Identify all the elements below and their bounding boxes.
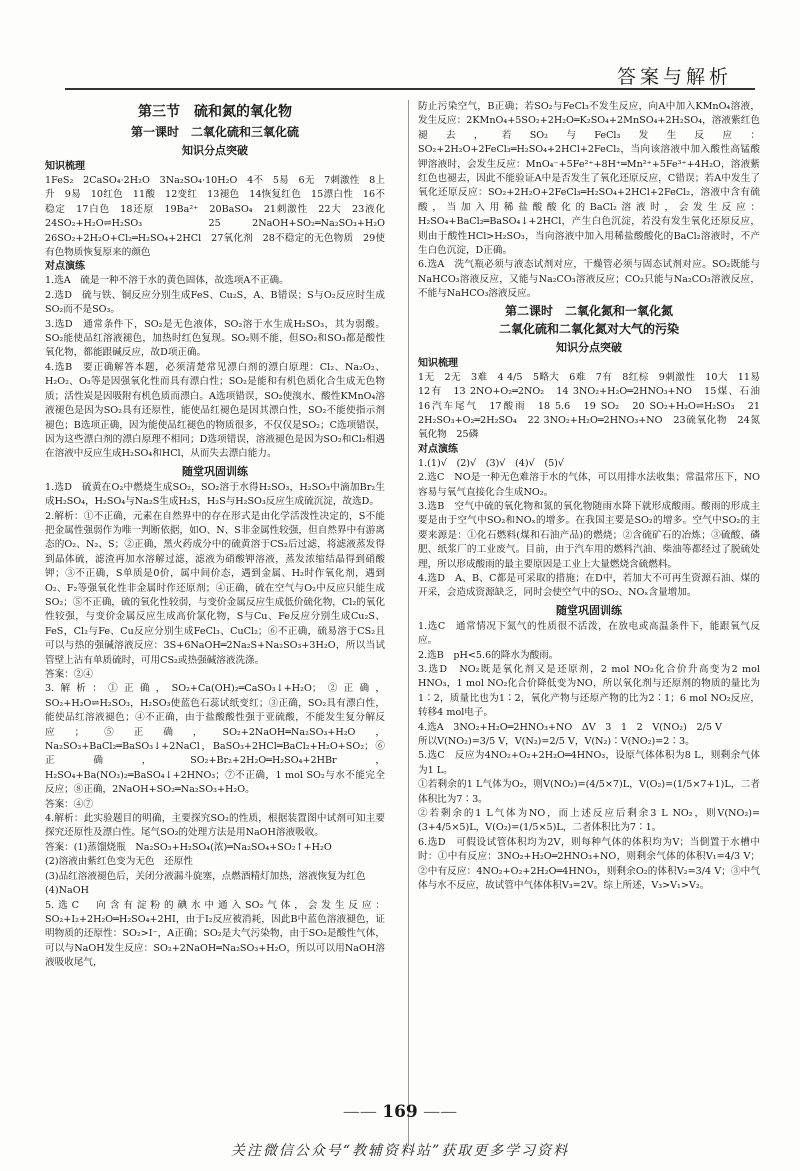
section-title: 第三节 硫和氮的氧化物 <box>138 104 292 120</box>
answer-paragraph: 4.选A 3NO₂+H₂O═2HNO₃+NO ΔV 3 1 2 V(NO₂) 2/5 V <box>418 721 722 733</box>
section-label: 知识梳理 <box>45 161 85 172</box>
footer-watermark: 关注微信公众号“教辅资料站”获取更多学习资料 <box>230 1143 570 1159</box>
answer-paragraph: 4.解析：此实验题目的明确，主要探究SO₂的性质，根据装置图中试剂可知主要探究还原性及漂白性。尾气SO₂的处理方法是用NaOH溶液吸收。 <box>45 813 385 839</box>
page-number: —— 169 —— <box>342 1102 458 1122</box>
answer-paragraph: 1.选A 硫是一种不溶于水的黄色固体，故选项A不正确。 <box>45 275 289 287</box>
answer-paragraph: 答案：(1)蒸馏烧瓶 Na₂SO₃+H₂SO₄(浓)═Na₂SO₄+SO₂↑+H₂O <box>45 841 332 853</box>
answer-paragraph: 3.选D 通常条件下，SO₂是无色液体，SO₂溶于水生成H₂SO₃，其为弱酸。SO₂能使品红溶液褪色，加热时红色复现。SO₂则不能，但SO₂和SO₃都是酸性氧化物，都能跟碱反应，故D项正确。 <box>45 318 385 359</box>
answer-paragraph: 2.解析：①不正确，元素在自然界中的存在形式是由化学活泼性决定的，S不能把金属性强弱作为唯一判断依据，如O、N、S非金属性较强，但自然界中有游离态的O₂、N₂、S；②正确，黑火药成分中的硫黄溶于CS₂后过滤，将滤液蒸发得到晶体硫，滤渣再加水溶解过滤，滤液为硝酸钾溶液，蒸发浓缩结晶得到硝酸钾；③不正确，S单质是0价，属中间价态，遇到金属、H₂时作氧化剂，遇到O₂、F₂等强氧化性非金属时作还原剂；④正确，硫在空气与O₂中反应只能生成SO₂；⑤不正确，硫的氧化性较弱，与变价金属反应生成低价硫化物，Cl₂的氧化性较强，与变价金属反应生成高价氯化物，S与Cu、Fe反应分别生成Cu₂S、FeS，Cl₂与Fe、Cu反应分别生成FeCl₃、CuCl₂；⑥不正确，硫易溶于CS₂且可以与热的强碱溶液反应：3S+6NaOH═2Na₂S+Na₂SO₃+3H₂O，所以当试管壁上沾有单质硫时，可用CS₂或热强碱溶液洗涤。 <box>45 510 385 666</box>
answer-paragraph: (3)品红溶液褪色后，关闭分液漏斗旋塞，点燃酒精灯加热，溶液恢复为红色 <box>45 870 366 882</box>
answer-paragraph: ①若剩余的1 L气体为O₂，则V(NO₂)=(4/5×7)L，V(O₂)=(1/5×7+1)L，二者体积比为7∶3。 <box>418 779 760 805</box>
column-divider <box>408 100 409 1145</box>
answer-paragraph: 5.选C 向含有淀粉的碘水中通入SO₂气体，会发生反应：SO₂+I₂+2H₂O═H₂SO₄+2HI，由于I₂反应被消耗，因此B中蓝色溶液褪色，证明物质的还原性：SO₂>I⁻，A正确；SO₂是大气污染物，由于SO₂是酸性气体，可以与NaOH发生反应：SO₂+2NaOH═Na₂SO₃+H₂O，所以可以用NaOH溶液吸收尾气， <box>45 899 385 969</box>
answer-paragraph: 3.选B 空气中硫的氧化物和氮的氧化物随雨水降下就形成酸雨。酸雨的形成主要是由于空气中SO₂和NOₓ的增多。在我国主要是SO₂的增多。空气中SO₂的主要来源是：①化石燃料(煤和石油产品)的燃烧；②含硫矿石的冶炼；③硫酸、磷肥、纸浆厂的工业废气。目前，由于汽车用的燃料汽油、柴油等都经过了脱硫处理，所以形成酸雨的最主要原因是工业上大量燃烧含硫燃料。 <box>418 500 760 570</box>
answer-paragraph: 答案：④⑦ <box>45 798 93 810</box>
answer-paragraph: 1.选C 通常情况下氮气的性质很不活泼，在放电或高温条件下，能跟氧气反应。 <box>418 620 760 647</box>
answer-paragraph: 5.选C 反应为4NO₂+O₂+2H₂O═4HNO₃，设原气体体积为8 L，则剩余气体为1 L。 <box>418 750 760 776</box>
header-title: 答案与解析 <box>616 66 732 88</box>
answer-paragraph: 1.(1)√ (2)√ (3)√ (4)√ (5)√ <box>418 457 565 469</box>
answer-paragraph: (4)NaOH <box>45 885 89 897</box>
answer-paragraph: (2)溶液由紫红色变为无色 还原性 <box>45 856 193 868</box>
page-header <box>20 0 780 88</box>
subsection-title: 知识分点突破 <box>556 340 622 354</box>
section-label: 知识梳理 <box>418 357 458 369</box>
section-label: 对点演练 <box>45 261 85 273</box>
answer-paragraph: 1无 2无 3难 4 4/5 5略大 6难 7有 8红棕 9刺激性 10大 11易 12有 13 2NO+O₂═2NO₂ 14 3NO₂+H₂O═2HNO₃+NO 15煤、石油 16汽车尾气 17酸雨 18 5.6 19 SO₂ 20 SO₂+H₂O⇌H₂SO₃ 21 2H₂SO₃+O₂═2H₂SO₄ 22 3NO₂+H₂O═2HNO₃+NO 23硫氧化物 24氮氧化物 25磷 <box>418 371 770 441</box>
answer-paragraph: 3.解析：①正确，SO₂+Ca(OH)₂═CaSO₃↓+H₂O；②正确，SO₂+H₂O⇌H₂SO₃，H₂SO₃使蓝色石蕊试纸变红；③正确，SO₂具有漂白性，能使品红溶液褪色；④不正确，由于盐酸酸性强于亚硫酸，不能发生复分解反应；⑤正确，SO₂+2NaOH═Na₂SO₃+H₂O，Na₂SO₃+BaCl₂═BaSO₃↓+2NaCl，BaSO₃+2HCl═BaCl₂+H₂O+SO₂；⑥正确，SO₂+Br₂+2H₂O═H₂SO₄+2HBr，H₂SO₄+Ba(NO₃)₂═BaSO₄↓+2HNO₃；⑦不正确，1 mol SO₂与水不能完全反应；⑧正确，2NaOH+SO₂═Na₂SO₃+H₂O。 <box>45 683 385 796</box>
header-rule <box>65 88 755 90</box>
right-column <box>418 100 770 894</box>
answer-paragraph: 防止污染空气，B正确；若SO₂与FeCl₃不发生反应，向A中加入KMnO₄溶液，发生反应：2KMnO₄+5SO₂+2H₂O═K₂SO₄+2MnSO₄+2H₂SO₄，溶液紫红色褪去，若SO₂与FeCl₃发生反应：SO₂+2H₂O+2FeCl₃═H₂SO₄+2HCl+2FeCl₂，当向该溶液中加入酸性高锰酸钾溶液时，会发生反应：MnO₄⁻+5Fe²⁺+8H⁺═Mn²⁺+5Fe³⁺+4H₂O，溶液紫红色也褪去，因此不能验证A中是否发生了氧化还原反应，C错误；若A中发生了氧化还原反应：SO₂+2H₂O+2FeCl₃═H₂SO₄+2HCl+2FeCl₂，溶液中含有硫酸，当加入用稀盐酸酸化的BaCl₂溶液时，会发生反应：H₂SO₄+BaCl₂═BaSO₄↓+2HCl，产生白色沉淀，若没有发生氧化还原反应，则由于酸性HCl>H₂SO₃，当向溶液中加入用稀盐酸酸化的BaCl₂溶液时，不产生白色沉淀，D正确。 <box>418 101 760 257</box>
lesson-title: 第二课时 二氧化氮和一氧化氮 <box>504 303 673 318</box>
answer-paragraph: 2.选B pH<5.6的降水为酸雨。 <box>418 649 559 661</box>
lesson-title: 二氧化硫和二氧化氮对大气的污染 <box>498 321 679 336</box>
answer-paragraph: 4.选B 要正确解答本题，必须清楚常见漂白剂的漂白原理：Cl₂、Na₂O₂、H₂O₂、O₃等是因强氧化性而具有漂白性；SO₂是能和有机色质化合生成无色物质；活性炭是因吸附有机色质而漂白。A选项错误，SO₂使溴水、酸性KMnO₄溶液褪色是因为SO₂具有还原性，能使品红褪色是因其漂白性，SO₂不能使指示剂褪色；B选项正确，因为能使品红褪色的物质很多，不仅仅是SO₂；C选项错误，因为这些漂白剂的漂白原理不相同；D选项错误，溶液褪色是因为SO₂和Cl₂相遇在溶液中反应生成H₂SO₄和HCl，从而失去漂白能力。 <box>45 361 385 460</box>
answer-paragraph: 6.选D 可假设试管体积均为2V，则每种气体的体积均为V；当倒置于水槽中时：①中有反应：3NO₂+H₂O═2HNO₃+NO，则剩余气体的体积V₁=4/3 V；②中有反应：4NO₂+O₂+2H₂O═4HNO₃，则剩余O₂的体积V₂=3/4 V；③中气体与水不反应，故试管中气体体积V₃=2V。综上所述，V₃>V₁>V₂。 <box>418 836 760 892</box>
answer-paragraph: 2.选C NO是一种无色难溶于水的气体，可以用排水法收集；常温常压下，NO容易与氧气直接化合生成NO₂。 <box>418 472 760 498</box>
subsection-title: 随堂巩固训练 <box>556 603 622 617</box>
subsection-title: 随堂巩固训练 <box>182 464 248 478</box>
page-number-value: 169 <box>382 1102 418 1122</box>
answer-paragraph: 2.选D 硫与铁、铜反应分别生成FeS、Cu₂S，A、B错误；S与O₂反应时生成SO₂而不是SO₃。 <box>45 289 385 316</box>
answer-paragraph: 6.选A 洗气瓶必须与液态试剂对应，干燥管必须与固态试剂对应。SO₂既能与NaHCO₃溶液反应，又能与Na₂CO₃溶液反应；CO₂只能与Na₂CO₃溶液反应，不能与NaHCO₃溶液反应。 <box>418 259 760 300</box>
answer-paragraph: 1.选D 硫黄在O₂中燃烧生成SO₂，SO₂溶于水得H₂SO₃，H₂SO₃中滴加Br₂生成H₂SO₄，H₂SO₄与Na₂S生成H₂S，H₂S与H₂SO₃反应生成硫沉淀，故选D。 <box>45 481 385 508</box>
answer-paragraph: 答案：②④ <box>45 669 93 680</box>
answer-paragraph: 所以V(NO₂)=3/5 V，V(N₂)=2/5 V，V(N₂)∶V(NO₂)=2∶3。 <box>418 736 695 748</box>
section-label: 对点演练 <box>418 443 458 455</box>
answer-paragraph: ②若剩余的1 L气体为NO，而上述反应后剩余3 L NO₂，则V(NO₂)=(3+4/5×5)L，V(O₂)=(1/5×5)L，二者体积比为7∶1。 <box>418 808 760 834</box>
subsection-title: 知识分点突破 <box>182 144 248 157</box>
answer-paragraph: 1FeS₂ 2CaSO₄·2H₂O 3Na₂SO₄·10H₂O 4不 5易 6无 7刺激性 8上升 9易 10红色 11酸 12变红 13褪色 14恢复红色 15漂白性 16不稳定 17白色 18还原 19Ba²⁺ 20BaSO₄ 21刺激性 22大 23液化 24SO₂+H₂O⇌H₂SO₃ 25 2NaOH+SO₂═Na₂SO₃+H₂O 26SO₂+2H₂O+Cl₂═H₂SO₄+2HCl 27氧化剂 28不稳定的无色物质 29使有色物质恢复原来的颜色 <box>45 175 395 259</box>
answer-paragraph: 4.选D A、B、C都是可采取的措施；在D中，若加大不可再生资源石油、煤的开采，会造成资源缺乏，同时会使空气中的SO₂、NOₓ含量增加。 <box>418 572 760 599</box>
lesson-title: 第一课时 二氧化硫和三氧化硫 <box>130 125 299 139</box>
answer-paragraph: 3.选D NO₂既是氧化剂又是还原剂，2 mol NO₂化合价升高变为2 mol HNO₃，1 mol NO₂化合价降低变为NO，所以氧化剂与还原剂的物质的量比为1∶2，质量比也为1∶2，氧化产物与还原产物的比为2∶1；6 mol NO₂反应，转移4 mol电子。 <box>418 664 760 719</box>
left-column <box>45 100 395 971</box>
